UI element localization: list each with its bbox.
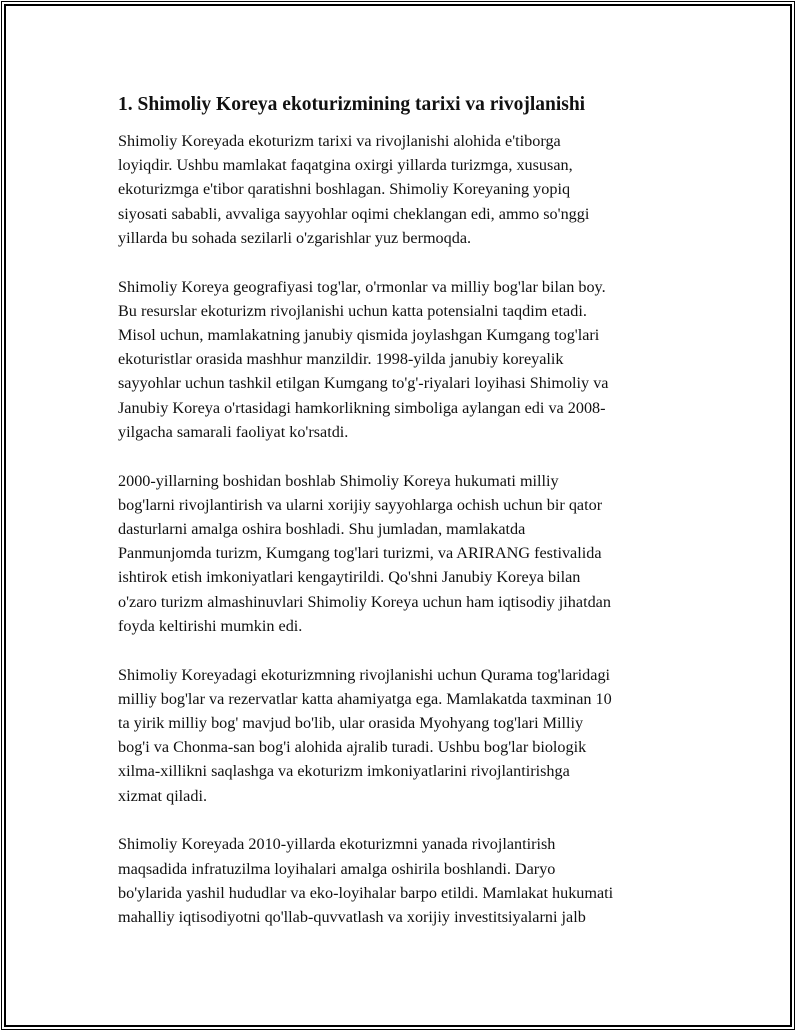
text-line: Shimoliy Koreyadagi ekoturizmning rivojlanishi uchun Qurama tog'laridagi xyxy=(118,665,611,684)
text-line: sayyohlar uchun tashkil etilgan Kumgang to'g'-riyalari loyihasi Shimoliy va xyxy=(118,374,609,393)
text-line: Shimoliy Koreyada ekoturizm tarixi va rivojlanishi alohida e'tiborga xyxy=(118,132,561,150)
text-line: o'zaro turizm almashinuvlari Shimoliy Koreya uchun ham iqtisodiy jihatdan xyxy=(118,592,611,611)
paragraph-2 xyxy=(118,275,693,444)
text-line: 2000-yillarning boshidan boshlab Shimoliy Koreya hukumati milliy xyxy=(118,471,559,490)
text-line: ishtirok etish imkoniyatlari kengaytirildi. Qo'shni Janubiy Koreya bilan xyxy=(118,568,581,587)
text-line: ekoturizmga e'tibor qaratishni boshlagan. Shimoliy Koreyaning yopiq xyxy=(118,180,571,199)
text-line: loyiqdir. Ushbu mamlakat faqatgina oxirgi yillarda turizmga, xususan, xyxy=(118,156,573,175)
text-line: siyosati sababli, avvaliga sayyohlar oqimi cheklangan edi, ammo so'nggi xyxy=(118,204,590,223)
text-line: milliy bog'lar va rezervatlar katta ahamiyatga ega. Mamlakatda taxminan 10 xyxy=(118,689,612,708)
text-line: xilma-xillikni saqlashga va ekoturizm imkoniyatlarini rivojlantirishga xyxy=(118,762,570,781)
text-line: ta yirik milliy bog' mavjud bo'lib, ular orasida Myohyang tog'lari Milliy xyxy=(118,714,584,733)
text-line: Bu resurslar ekoturizm rivojlanishi uchun katta potensialni taqdim etadi. xyxy=(118,301,587,320)
text-line: bog'larni rivojlantirish va ularni xorijiy sayyohlarga ochish uchun bir qator xyxy=(118,495,603,514)
text-line: yilgacha samarali faoliyat ko'rsatdi. xyxy=(118,422,349,441)
text-line: Panmunjomda turizm, Kumgang tog'lari turizmi, va ARIRANG festivalida xyxy=(118,544,602,563)
paragraph-4 xyxy=(118,663,693,808)
text-line: ekoturistlar orasida mashhur manzildir. 1998-yilda janubiy koreyalik xyxy=(118,350,564,369)
text-line: yillarda bu sohada sezilarli o'zgarishlar yuz bermoqda. xyxy=(118,228,472,247)
paragraph-1 xyxy=(118,129,693,250)
text-line: Shimoliy Koreya geografiyasi tog'lar, o'rmonlar va milliy bog'lar bilan boy. xyxy=(118,277,606,296)
text-line: bo'ylarida yashil hududlar va eko-loyihalar barpo etildi. Mamlakat hukumati xyxy=(118,883,614,902)
text-line: dasturlarni amalga oshira boshladi. Shu jumladan, mamlakatda xyxy=(118,520,526,539)
text-line: maqsadida infratuzilma loyihalari amalga oshirila boshlandi. Daryo xyxy=(118,859,556,878)
text-line: bog'i va Chonma-san bog'i alohida ajralib turadi. Ushbu bog'lar biologik xyxy=(118,738,587,757)
text-line: xizmat qiladi. xyxy=(118,786,208,805)
text-line: Misol uchun, mamlakatning janubiy qismida joylashgan Kumgang tog'lari xyxy=(118,326,600,345)
paragraph-3 xyxy=(118,469,693,638)
text-line: Janubiy Koreya o'rtasidagi hamkorlikning simboliga aylangan edi va 2008- xyxy=(118,398,606,417)
text-line: foyda keltirishi mumkin edi. xyxy=(118,616,303,635)
text-line: Shimoliy Koreyada 2010-yillarda ekoturizmni yanada rivojlantirish xyxy=(118,835,556,854)
document-body xyxy=(118,93,693,954)
paragraph-5 xyxy=(118,832,693,929)
text-line: mahalliy iqtisodiyotni qo'llab-quvvatlash va xorijiy investitsiyalarni jalb xyxy=(118,908,586,927)
section-heading: 1. Shimoliy Koreya ekoturizmining tarixi va rivojlanishi xyxy=(118,94,586,115)
